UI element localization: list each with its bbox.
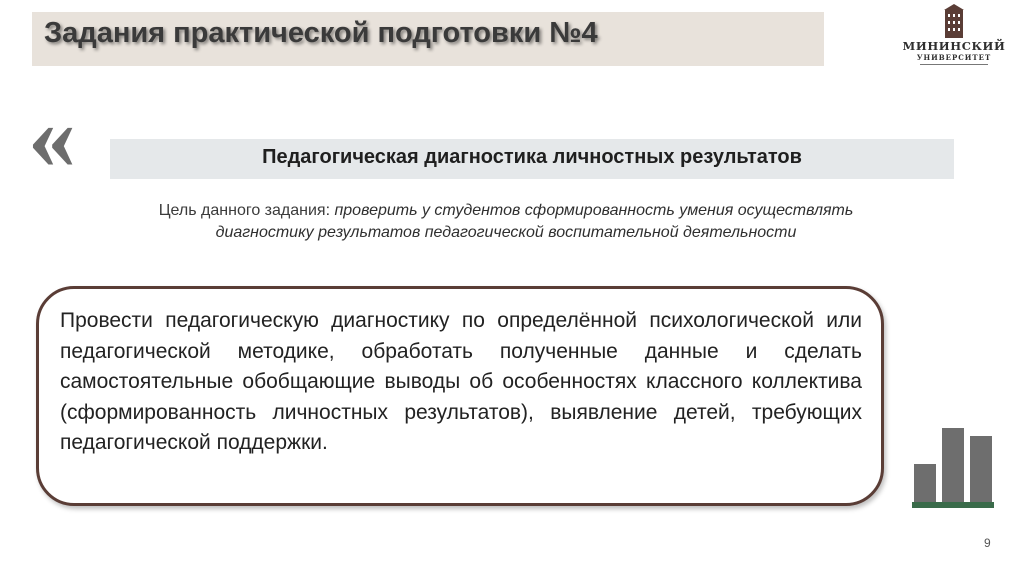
logo-name: МИНИНСКИЙ bbox=[902, 39, 1006, 53]
task-goal bbox=[128, 200, 884, 244]
logo-divider bbox=[920, 64, 988, 65]
building-logo-icon bbox=[942, 4, 966, 38]
goal-text: проверить у студентов сформированность умения осуществлять диагностику результатов педагогической воспитательной деятельности bbox=[215, 202, 854, 241]
bar-graph-icon bbox=[912, 426, 994, 508]
section-subtitle: Педагогическая диагностика личностных результатов bbox=[262, 146, 802, 168]
quote-mark-icon: « bbox=[28, 82, 76, 189]
bar-graph-base bbox=[912, 502, 994, 508]
bar-graph-bar-2 bbox=[942, 428, 964, 502]
task-description: Провести педагогическую диагностику по определённой психологической или педагогической методике, обработать полученные данные и сделать самостоятельные обобщающие выводы об особенностях классного коллектива (сформированность личностных результатов), выявление детей, требующих педагогической поддержки. bbox=[60, 309, 862, 454]
page-number: 9 bbox=[984, 536, 991, 550]
bar-graph-bar-1 bbox=[914, 464, 936, 502]
slide-title: Задания практической подготовки №4 bbox=[44, 17, 598, 49]
logo-subtitle: УНИВЕРСИТЕТ bbox=[916, 53, 992, 62]
goal-colon: : bbox=[325, 202, 335, 219]
bar-graph-bar-3 bbox=[970, 436, 992, 502]
goal-label: Цель данного задания bbox=[158, 202, 326, 219]
university-logo bbox=[898, 4, 1010, 74]
